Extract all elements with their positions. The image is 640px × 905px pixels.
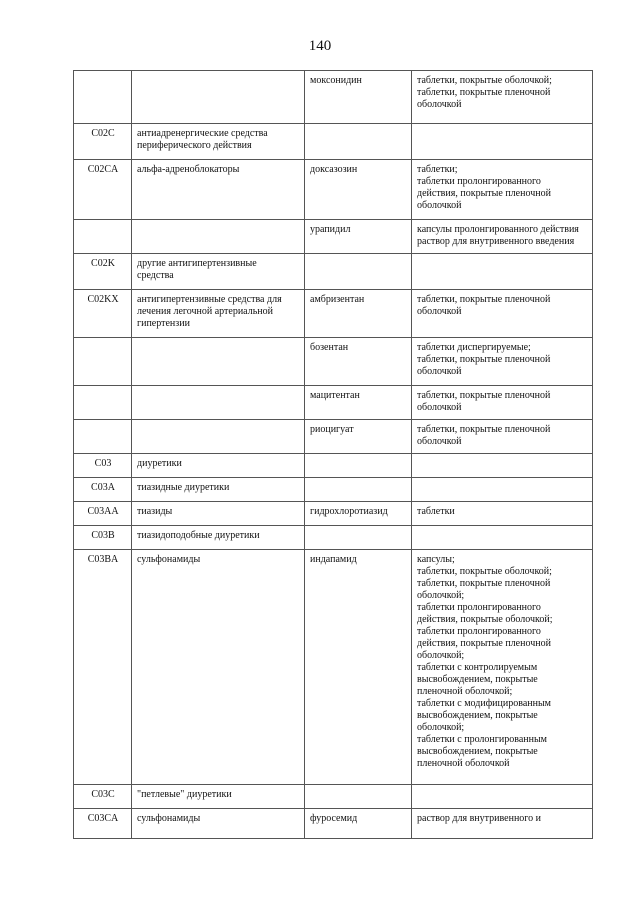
table-row <box>74 785 593 809</box>
group-cell <box>132 420 305 454</box>
page-number: 140 <box>308 38 332 54</box>
group-cell: антиадренергические средства периферического действия <box>132 124 305 160</box>
dosage-form-cell <box>412 124 593 160</box>
atc-code-cell <box>74 386 132 420</box>
atc-code-cell: C02C <box>74 124 132 160</box>
dosage-form-cell: таблетки, покрытые пленочной оболочкой <box>412 290 593 338</box>
dosage-form-cell: таблетки, покрытые оболочкой; таблетки, покрытые пленочной оболочкой <box>412 71 593 124</box>
table-row <box>74 124 593 160</box>
dosage-form-cell: капсулы пролонгированного действия раствор для внутривенного введения <box>412 220 593 254</box>
table-row <box>74 526 593 550</box>
dosage-form-cell <box>412 454 593 478</box>
atc-code-cell: C02K <box>74 254 132 290</box>
table-row <box>74 386 593 420</box>
group-cell: антигипертензивные средства для лечения легочной артериальной гипертензии <box>132 290 305 338</box>
atc-code-cell: C03B <box>74 526 132 550</box>
substance-cell: фуросемид <box>305 809 412 839</box>
atc-code-cell: C03CA <box>74 809 132 839</box>
atc-code-cell: C03BA <box>74 550 132 785</box>
group-cell: "петлевые" диуретики <box>132 785 305 809</box>
dosage-form-cell: таблетки, покрытые пленочной оболочкой <box>412 386 593 420</box>
substance-cell: моксонидин <box>305 71 412 124</box>
dosage-form-cell <box>412 785 593 809</box>
atc-code-cell <box>74 338 132 386</box>
dosage-form-cell: капсулы; таблетки, покрытые оболочкой; таблетки, покрытые пленочной оболочкой; таблетки пролонгированного действия, покрытые оболочкой; таблетки пролонгированного действия, покрытые пленочной оболочкой; таблетки с контролируемым высвобождением, покрытые пленочной оболочкой; таблетки с модифицированным высвобождением, покрытые оболочкой; таблетки с пролонгированным высвобождением, покрытые пленочной оболочкой <box>412 550 593 785</box>
atc-code-cell <box>74 220 132 254</box>
substance-cell <box>305 254 412 290</box>
group-cell: альфа-адреноблокаторы <box>132 160 305 220</box>
substance-cell <box>305 124 412 160</box>
group-cell: сульфонамиды <box>132 550 305 785</box>
table-row <box>74 478 593 502</box>
group-cell <box>132 71 305 124</box>
dosage-form-cell: таблетки, покрытые пленочной оболочкой <box>412 420 593 454</box>
substance-cell: доксазозин <box>305 160 412 220</box>
table-row <box>74 254 593 290</box>
substance-cell: урапидил <box>305 220 412 254</box>
substance-cell: риоцигуат <box>305 420 412 454</box>
atc-code-cell: C03 <box>74 454 132 478</box>
atc-code-cell: C03A <box>74 478 132 502</box>
atc-code-cell: C02KX <box>74 290 132 338</box>
dosage-form-cell: таблетки диспергируемые; таблетки, покрытые пленочной оболочкой <box>412 338 593 386</box>
group-cell: тиазиды <box>132 502 305 526</box>
substance-cell <box>305 785 412 809</box>
dosage-form-cell <box>412 254 593 290</box>
dosage-form-cell: раствор для внутривенного и <box>412 809 593 839</box>
group-cell <box>132 386 305 420</box>
group-cell <box>132 220 305 254</box>
table-row <box>74 550 593 785</box>
table-row <box>74 809 593 839</box>
group-cell: другие антигипертензивные средства <box>132 254 305 290</box>
substance-cell: мацитентан <box>305 386 412 420</box>
atc-code-cell: C03C <box>74 785 132 809</box>
dosage-form-cell: таблетки <box>412 502 593 526</box>
substance-cell <box>305 454 412 478</box>
dosage-form-cell <box>412 526 593 550</box>
group-cell: сульфонамиды <box>132 809 305 839</box>
dosage-form-cell: таблетки; таблетки пролонгированного действия, покрытые пленочной оболочкой <box>412 160 593 220</box>
table-row <box>74 220 593 254</box>
atc-code-cell <box>74 71 132 124</box>
substance-cell: гидрохлоротиазид <box>305 502 412 526</box>
dosage-form-cell <box>412 478 593 502</box>
substance-cell: бозентан <box>305 338 412 386</box>
atc-code-cell: C02CA <box>74 160 132 220</box>
table-row <box>74 290 593 338</box>
group-cell <box>132 338 305 386</box>
table-row <box>74 160 593 220</box>
substance-cell <box>305 478 412 502</box>
table-body <box>74 71 593 839</box>
group-cell: тиазидоподобные диуретики <box>132 526 305 550</box>
table-row <box>74 454 593 478</box>
substance-cell: индапамид <box>305 550 412 785</box>
group-cell: диуретики <box>132 454 305 478</box>
substance-cell: амбризентан <box>305 290 412 338</box>
table-row <box>74 502 593 526</box>
group-cell: тиазидные диуретики <box>132 478 305 502</box>
substance-cell <box>305 526 412 550</box>
table-row <box>74 338 593 386</box>
drug-table <box>73 70 593 839</box>
table-row <box>74 71 593 124</box>
table-row <box>74 420 593 454</box>
atc-code-cell: C03AA <box>74 502 132 526</box>
atc-code-cell <box>74 420 132 454</box>
